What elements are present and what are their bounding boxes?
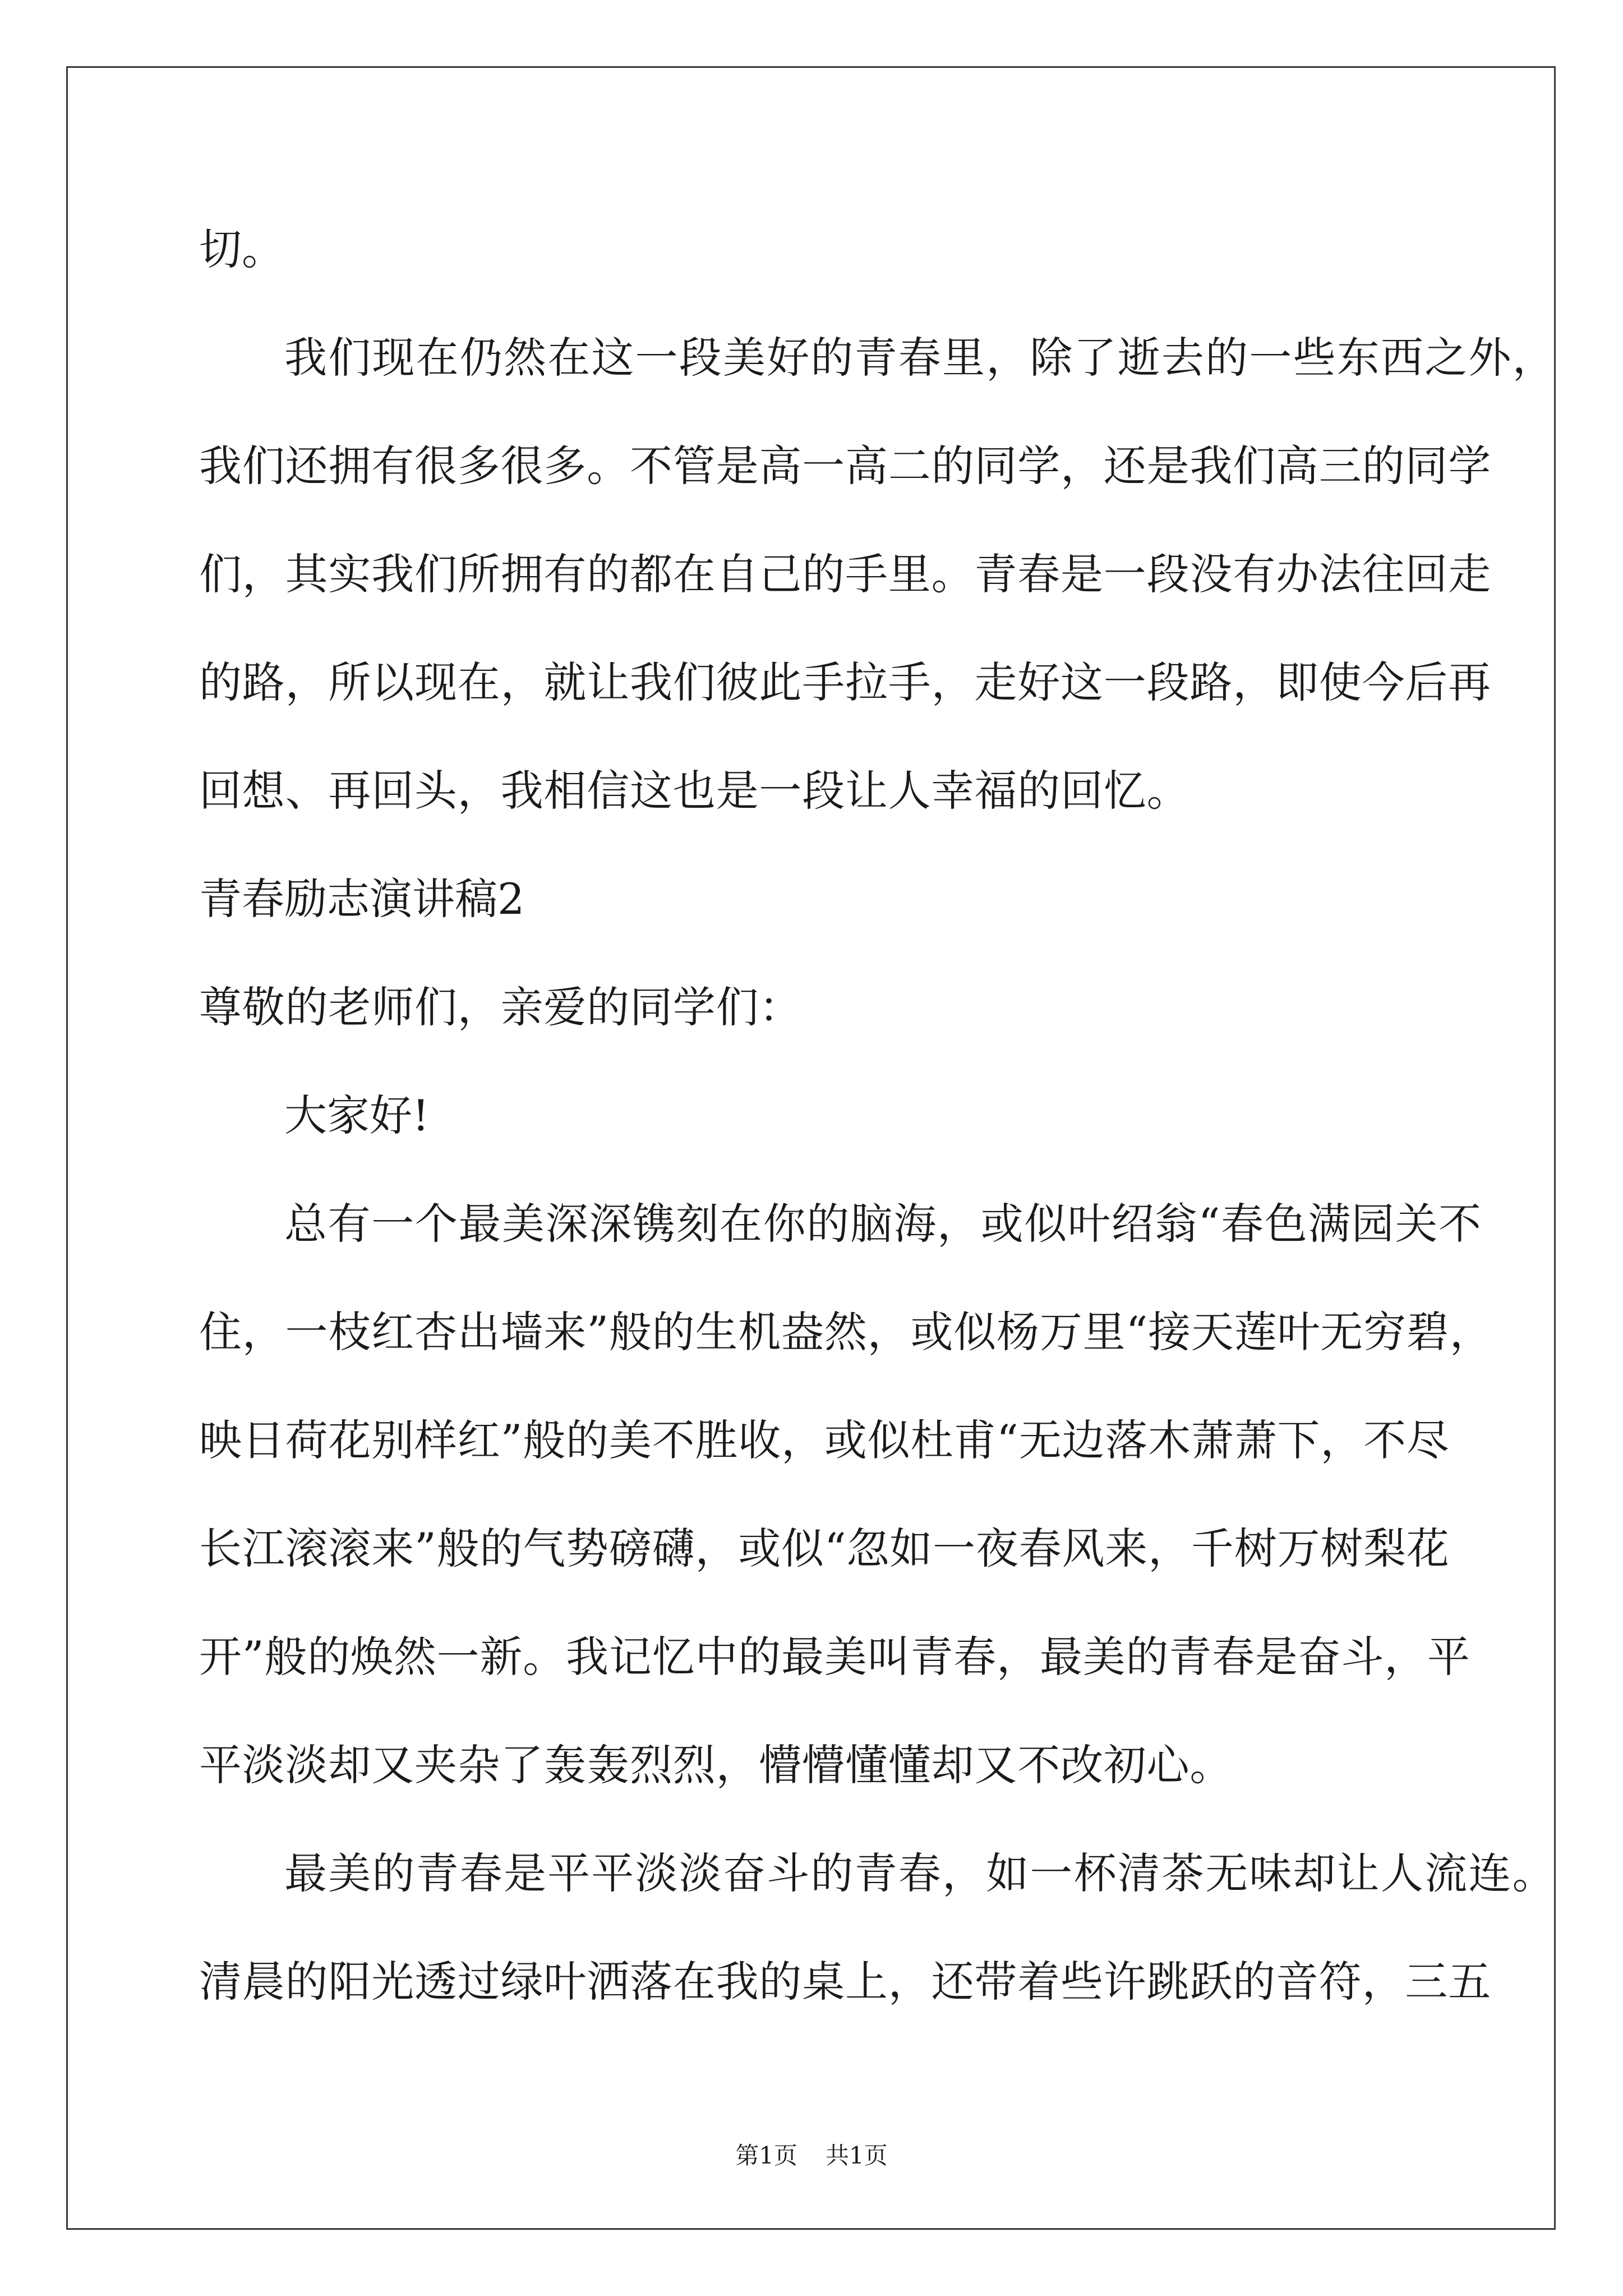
body-line: 回想、再回头，我相信这也是一段让人幸福的回忆。 [199, 766, 1190, 816]
body-line: 总有一个最美深深镌刻在你的脑海，或似叶绍翁“春色满园关不 [284, 1199, 1482, 1249]
body-line: 住，一枝红杏出墙来”般的生机盎然，或似杨万里“接天莲叶无穷碧， [199, 1307, 1493, 1357]
body-line: 的路，所以现在，就让我们彼此手拉手，走好这一段路，即使今后再 [199, 657, 1491, 707]
body-line: 切。 [199, 224, 284, 274]
body-line: 最美的青春是平平淡淡奋斗的青春，如一杯清茶无味却让人流连。 [284, 1848, 1556, 1898]
body-line: 映日荷花别样红”般的美不胜收，或似杜甫“无边落木萧萧下，不尽 [199, 1415, 1450, 1465]
page-total: 共1页 [826, 2142, 888, 2169]
body-line: 我们现在仍然在这一段美好的青春里，除了逝去的一些东西之外， [284, 333, 1556, 383]
body-line: 们，其实我们所拥有的都在自己的手里。青春是一段没有办法往回走 [199, 549, 1491, 599]
salutation: 尊敬的老师们，亲爱的同学们： [199, 982, 803, 1032]
body-line: 我们还拥有很多很多。不管是高一高二的同学，还是我们高三的同学 [199, 441, 1491, 491]
page-footer [0, 2142, 1623, 2170]
body-line: 长江滚滚来”般的气势磅礴，或似“忽如一夜春风来，千树万树梨花 [199, 1524, 1450, 1573]
page-border [66, 66, 1556, 2230]
body-line: 开”般的焕然一新。我记忆中的最美叫青春，最美的青春是奋斗，平 [199, 1632, 1470, 1682]
section-title: 青春励志演讲稿2 [199, 874, 525, 924]
page-number: 第1页 [735, 2142, 797, 2169]
body-line: 清晨的阳光透过绿叶洒落在我的桌上，还带着些许跳跃的音符，三五 [199, 1957, 1491, 2007]
body-line: 平淡淡却又夹杂了轰轰烈烈，懵懵懂懂却又不改初心。 [199, 1740, 1233, 1790]
greeting: 大家好! [284, 1091, 430, 1140]
